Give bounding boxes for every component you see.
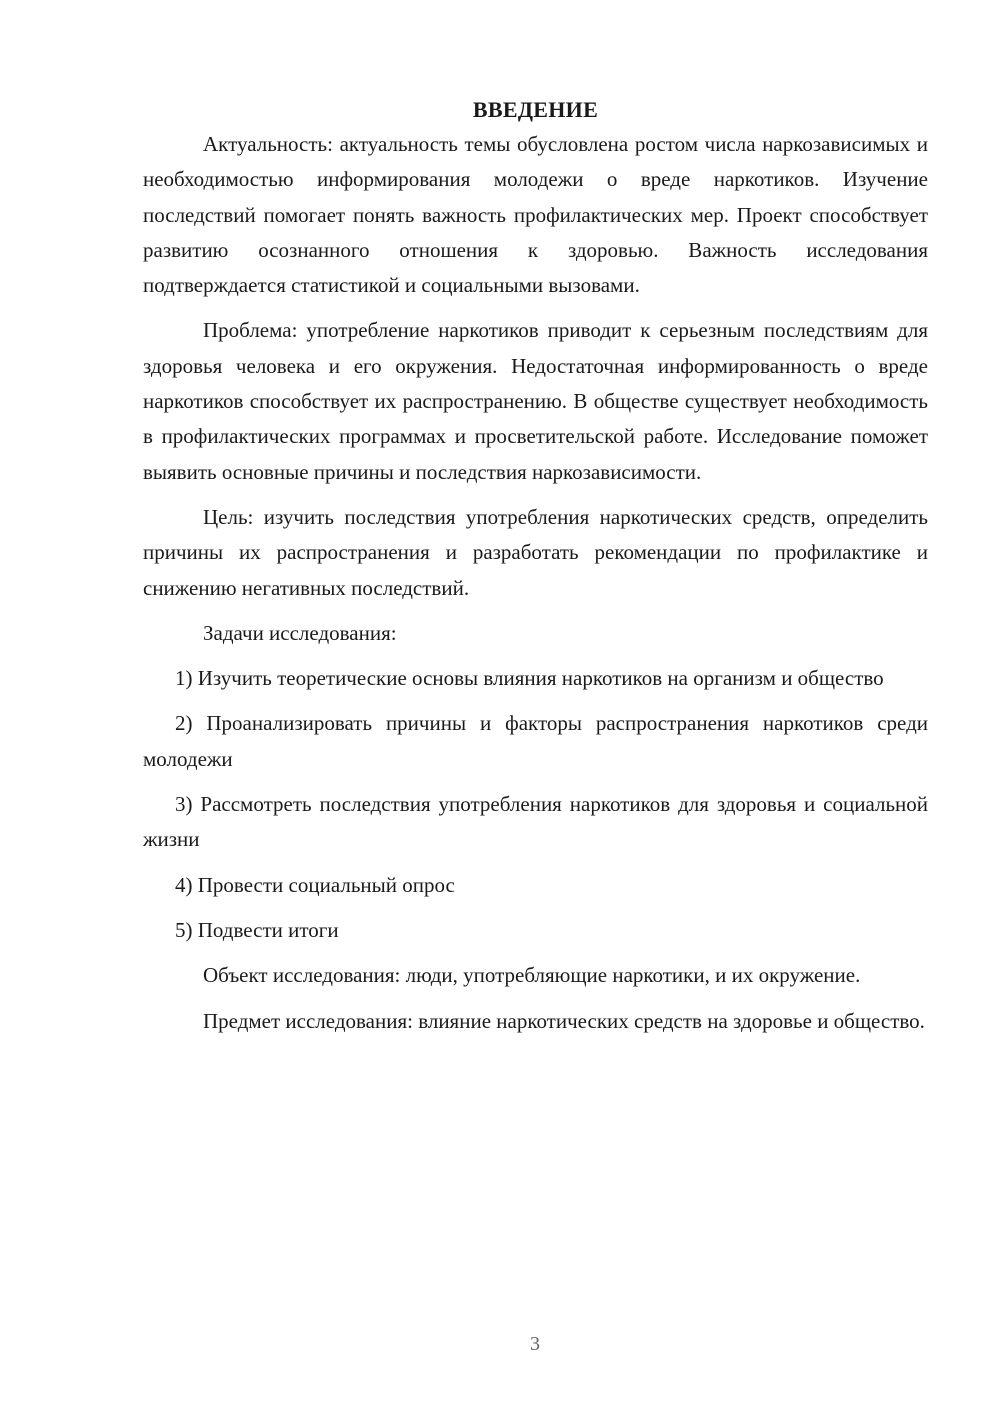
paragraph-object: Объект исследования: люди, употребляющие наркотики, и их окружение. — [203, 963, 861, 988]
list-item: 3) Рассмотреть последствия употребления наркотиков для здоровья и социальной жизни — [143, 792, 928, 852]
list-item: 4) Провести социальный опрос — [175, 872, 455, 897]
paragraph-goal: Цель: изучить последствия употребления наркотических средств, определить причины их распространения и разработать рекомендации по профилактике и снижению негативных последствий. — [143, 504, 928, 600]
paragraph-problem: Проблема: употребление наркотиков приводит к серьезным последствиям для здоровья человека и его окружения. Недостаточная информированность о вреде наркотиков способствует их распространению. В обществе существует необходимость в профилактических программах и просветительской работе. Исследование поможет выявить основные причины и последствия наркозависимости. — [143, 318, 928, 484]
document-page — [143, 92, 928, 1039]
list-item: 2) Проанализировать причины и факторы распространения наркотиков среди молодежи — [143, 711, 928, 771]
paragraph-subject: Предмет исследования: влияние наркотических средств на здоровье и общество. — [203, 1008, 925, 1033]
list-item: 5) Подвести итоги — [175, 917, 339, 942]
section-heading: ВВЕДЕНИЕ — [472, 97, 599, 122]
paragraph-relevance: Актуальность: актуальность темы обусловлена ростом числа наркозависимых и необходимостью информирования молодежи о вреде наркотиков. Изучение последствий помогает понять важность профилактических мер. Проект способствует развитию осознанного отношения к здоровью. Важность исследования подтверждается статистикой и социальными вызовами. — [143, 132, 928, 298]
list-item: 1) Изучить теоретические основы влияния наркотиков на организм и общество — [175, 666, 884, 691]
tasks-heading: Задачи исследования: — [203, 620, 397, 645]
page-number: 3 — [530, 1333, 540, 1355]
